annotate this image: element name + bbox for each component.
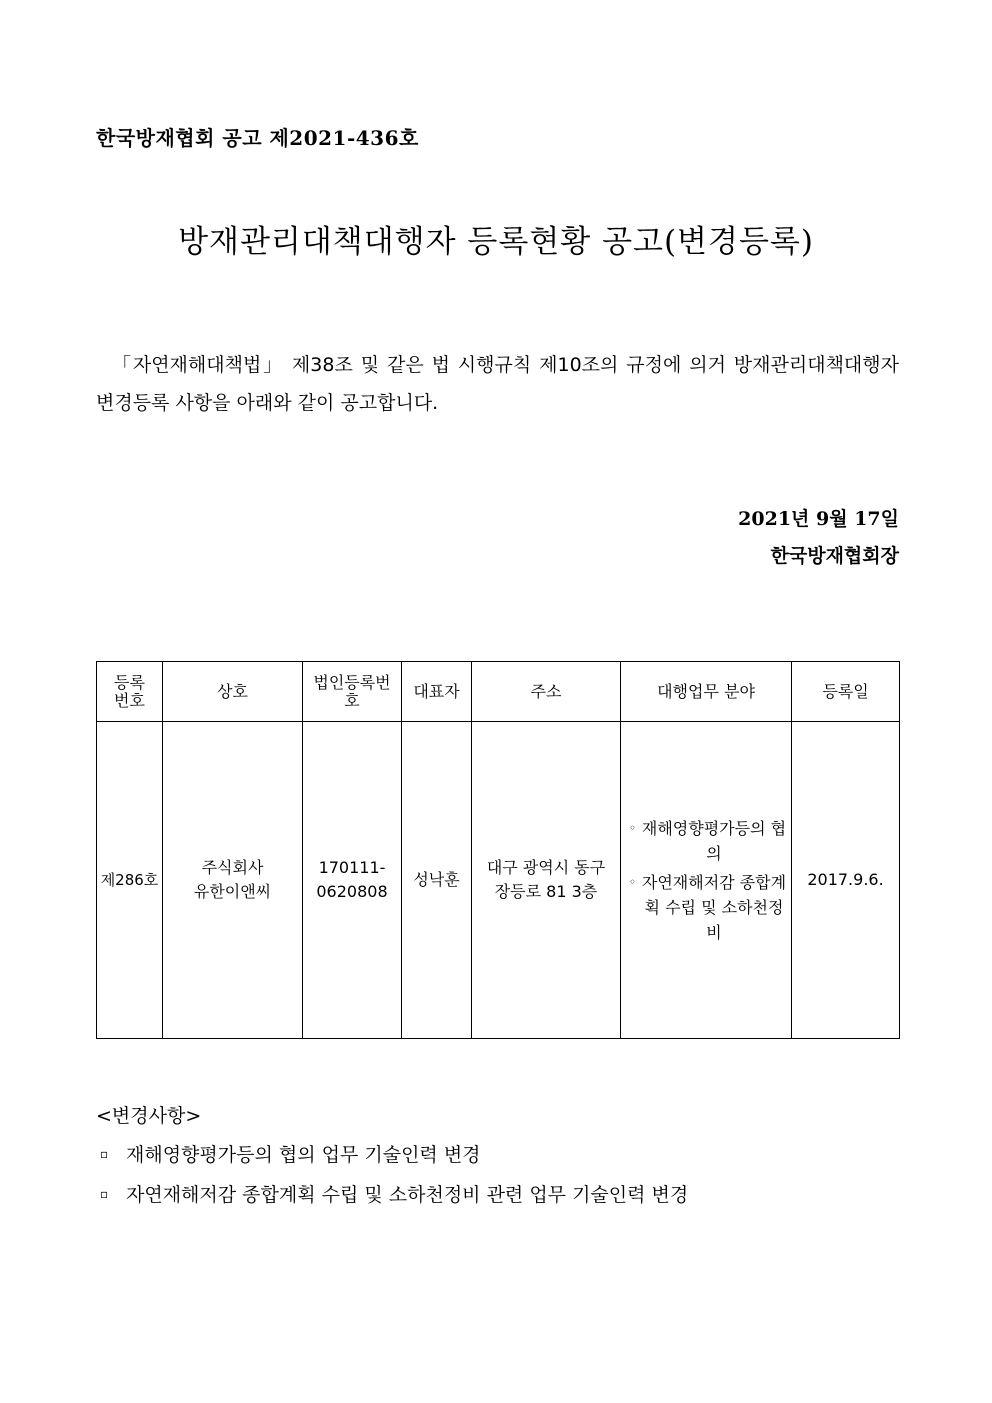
header-reg-date: 등록일 [792,662,900,722]
circle-bullet-icon: ◦ [629,820,637,835]
changes-heading: <변경사항> [96,1105,202,1127]
cell-corp-no [303,722,402,1039]
header-address: 주소 [472,662,621,722]
change-item [96,1180,688,1207]
cell-company [163,722,303,1039]
registration-table [96,661,900,1039]
cell-reg-no: 제286호 [97,722,163,1039]
notice-date: 2021년 9월 17일 [738,508,899,530]
cell-address: 대구 광역시 동구 장등로 81 3층 [472,722,621,1039]
table-row [97,722,900,1039]
header-field: 대행업무 분야 [621,662,792,722]
page-title: 방재관리대책대행자 등록현황 공고(변경등록) [178,224,814,260]
field-item-text: 자연재해저감 종합계획 수립 및 소하천정비 [641,872,787,942]
change-item-text: 자연재해저감 종합계획 수립 및 소하천정비 관련 업무 기술인력 변경 [126,1184,689,1206]
corp-no-line-1: 170111- [318,858,386,877]
company-line-1: 주식회사 [201,858,264,877]
circle-bullet-icon: ◦ [629,874,637,889]
field-item [629,870,787,945]
signer-name: 한국방재협회장 [770,545,899,567]
field-item [629,816,787,866]
header-company: 상호 [163,662,303,722]
notice-number: 한국방재협회 공고 제2021-436호 [96,126,419,150]
square-bullet-icon: ▫ [100,1147,109,1161]
header-reg-no: 등록번호 [97,662,163,722]
square-bullet-icon: ▫ [100,1187,109,1201]
table-header-row [97,662,900,722]
corp-no-line-2: 0620808 [316,882,388,901]
body-paragraph: 「자연재해대책법」 제38조 및 같은 법 시행규칙 제10조의 규정에 의거 방재관리대책대행자 변경등록 사항을 아래와 같이 공고합니다. [96,354,899,414]
change-item [96,1140,481,1167]
cell-field [621,722,792,1039]
header-representative: 대표자 [402,662,472,722]
header-corp-no: 법인등록번호 [303,662,402,722]
cell-reg-date: 2017.9.6. [792,722,900,1039]
cell-representative: 성낙훈 [402,722,472,1039]
company-line-2: 유한이앤씨 [193,882,272,901]
change-item-text: 재해영향평가등의 협의 업무 기술인력 변경 [126,1144,481,1166]
field-item-text: 재해영향평가등의 협의 [641,818,787,863]
